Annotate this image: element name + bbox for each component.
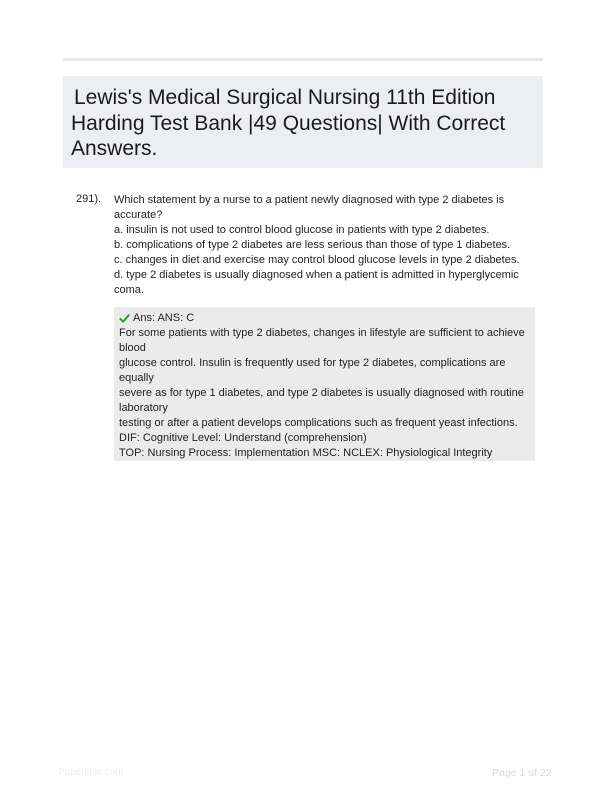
rationale-line: laboratory <box>119 402 168 414</box>
topic-line: TOP: Nursing Process: Implementation MSC: NCLEX: Physiological Integrity <box>119 447 493 459</box>
option-c: c. changes in diet and exercise may control blood glucose levels in type 2 diabetes. <box>114 254 520 266</box>
footer-watermark: Paperlibic.com <box>58 767 124 778</box>
option-a: a. insulin is not used to control blood glucose in patients with type 2 diabetes. <box>114 224 490 236</box>
question-number: 291). <box>76 193 102 205</box>
option-d: d. type 2 diabetes is usually diagnosed when a patient is admitted in hyperglycemic <box>114 269 519 281</box>
check-icon <box>119 313 130 324</box>
title-line: Harding Test Bank |49 Questions| With Correct <box>71 111 506 135</box>
question-body <box>114 193 520 298</box>
document-title <box>71 85 533 162</box>
page-indicator: Page 1 of 22 <box>492 767 552 779</box>
title-line: Lewis's Medical Surgical Nursing 11th Edition <box>74 86 496 109</box>
answer-box <box>114 307 535 461</box>
rationale-line: testing or after a patient develops complications such as frequent yeast infections. <box>119 417 518 429</box>
rationale-line: blood <box>119 342 146 354</box>
title-banner <box>63 76 543 168</box>
answer-header <box>119 311 529 326</box>
rationale-line: severe as for type 1 diabetes, and type 2 diabetes is usually diagnosed with routine <box>119 387 524 399</box>
option-d-continued: coma. <box>114 284 144 296</box>
question-stem-line: Which statement by a nurse to a patient newly diagnosed with type 2 diabetes is <box>114 194 505 206</box>
title-line: Answers. <box>71 137 158 160</box>
rationale-line: equally <box>119 372 154 384</box>
difficulty-line: DIF: Cognitive Level: Understand (comprehension) <box>119 432 367 444</box>
rationale-line: glucose control. Insulin is frequently used for type 2 diabetes, complications are <box>119 357 506 369</box>
answer-label: Ans: ANS: C <box>133 312 195 324</box>
top-divider <box>63 58 543 61</box>
rationale-line: For some patients with type 2 diabetes, changes in lifestyle are sufficient to achieve <box>119 327 525 339</box>
question-stem-line: accurate? <box>114 209 163 221</box>
option-b: b. complications of type 2 diabetes are less serious than those of type 1 diabetes. <box>114 239 511 251</box>
